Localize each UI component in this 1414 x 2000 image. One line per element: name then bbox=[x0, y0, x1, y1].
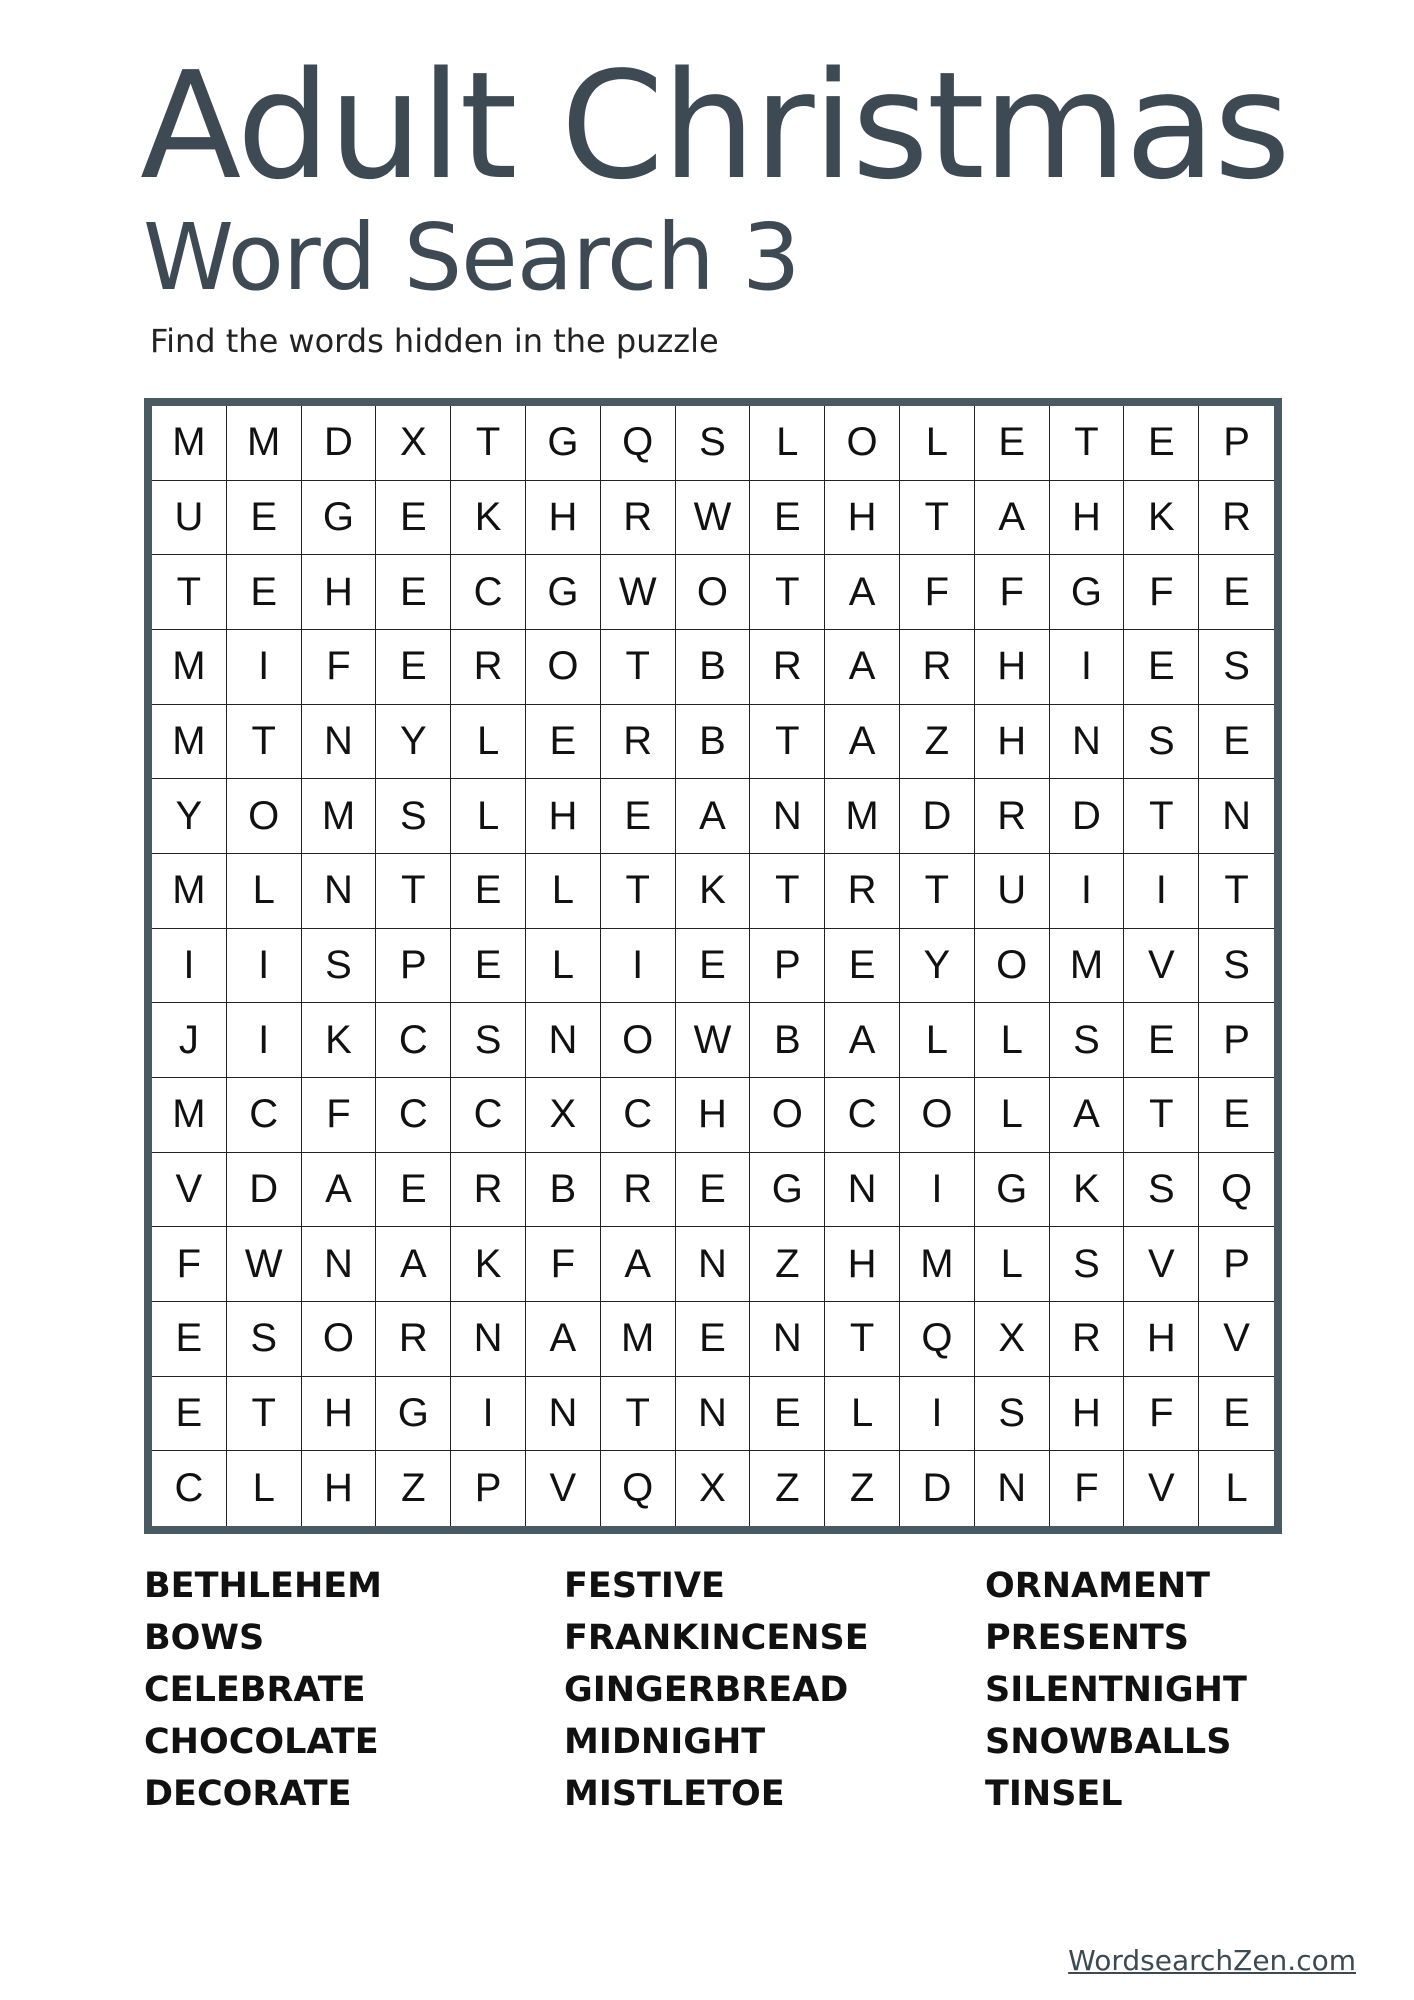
grid-cell[interactable]: G bbox=[750, 1153, 825, 1228]
grid-cell[interactable]: B bbox=[750, 1003, 825, 1078]
grid-cell[interactable]: I bbox=[900, 1153, 975, 1228]
word-list-item: CELEBRATE bbox=[144, 1670, 366, 1710]
grid-cell[interactable]: K bbox=[451, 481, 526, 556]
grid-cell[interactable]: U bbox=[152, 481, 227, 556]
grid-cell[interactable]: O bbox=[750, 1078, 825, 1153]
grid-cell[interactable]: S bbox=[451, 1003, 526, 1078]
grid-cell[interactable]: S bbox=[376, 779, 451, 854]
grid-cell[interactable]: K bbox=[1050, 1153, 1125, 1228]
grid-cell[interactable]: N bbox=[825, 1153, 900, 1228]
grid-cell[interactable]: H bbox=[1050, 1377, 1125, 1452]
grid-cell[interactable]: Z bbox=[900, 705, 975, 780]
grid-cell[interactable]: S bbox=[302, 929, 377, 1004]
grid-cell[interactable]: X bbox=[376, 406, 451, 481]
grid-cell[interactable]: X bbox=[676, 1451, 751, 1526]
word-list-item: TINSEL bbox=[985, 1774, 1123, 1814]
grid-cell[interactable]: I bbox=[900, 1377, 975, 1452]
grid-cell[interactable]: T bbox=[1050, 406, 1125, 481]
grid-cell[interactable]: S bbox=[1199, 929, 1274, 1004]
grid-cell[interactable]: S bbox=[975, 1377, 1050, 1452]
grid-cell[interactable]: G bbox=[302, 481, 377, 556]
grid-cell[interactable]: I bbox=[601, 929, 676, 1004]
word-list-item: GINGERBREAD bbox=[564, 1670, 849, 1710]
grid-cell[interactable]: E bbox=[152, 1302, 227, 1377]
grid-cell[interactable]: T bbox=[1124, 1078, 1199, 1153]
grid-cell[interactable]: W bbox=[676, 1003, 751, 1078]
grid-cell[interactable]: N bbox=[1199, 779, 1274, 854]
grid-cell[interactable]: F bbox=[900, 555, 975, 630]
word-list-item: BOWS bbox=[144, 1618, 265, 1658]
grid-cell[interactable]: R bbox=[601, 481, 676, 556]
grid-cell[interactable]: R bbox=[451, 630, 526, 705]
grid-cell[interactable]: N bbox=[676, 1377, 751, 1452]
page-subtitle: Word Search 3 bbox=[143, 204, 800, 311]
grid-cell[interactable]: M bbox=[601, 1302, 676, 1377]
grid-cell[interactable]: B bbox=[526, 1153, 601, 1228]
grid-cell[interactable]: F bbox=[1124, 1377, 1199, 1452]
grid-cell[interactable]: N bbox=[1050, 705, 1125, 780]
grid-cell[interactable]: M bbox=[1050, 929, 1125, 1004]
grid-cell[interactable]: E bbox=[601, 779, 676, 854]
grid-cell[interactable]: H bbox=[676, 1078, 751, 1153]
grid-cell[interactable]: E bbox=[1199, 705, 1274, 780]
grid-cell[interactable]: T bbox=[900, 481, 975, 556]
grid-cell[interactable]: P bbox=[376, 929, 451, 1004]
grid-cell[interactable]: L bbox=[451, 705, 526, 780]
grid-cell[interactable]: G bbox=[1050, 555, 1125, 630]
grid-cell[interactable]: E bbox=[676, 929, 751, 1004]
grid-cell[interactable]: N bbox=[451, 1302, 526, 1377]
grid-cell[interactable]: C bbox=[451, 1078, 526, 1153]
grid-cell[interactable]: E bbox=[376, 1153, 451, 1228]
grid-cell[interactable]: K bbox=[302, 1003, 377, 1078]
grid-cell[interactable]: E bbox=[152, 1377, 227, 1452]
grid-cell[interactable]: H bbox=[1050, 481, 1125, 556]
grid-cell[interactable]: C bbox=[227, 1078, 302, 1153]
grid-cell[interactable]: I bbox=[227, 630, 302, 705]
grid-cell[interactable]: X bbox=[526, 1078, 601, 1153]
grid-cell[interactable]: V bbox=[152, 1153, 227, 1228]
grid-cell[interactable]: O bbox=[676, 555, 751, 630]
grid-cell[interactable]: S bbox=[1199, 630, 1274, 705]
grid-cell[interactable]: W bbox=[601, 555, 676, 630]
grid-cell[interactable]: L bbox=[451, 779, 526, 854]
grid-cell[interactable]: M bbox=[152, 1078, 227, 1153]
grid-cell[interactable]: M bbox=[227, 406, 302, 481]
grid-cell[interactable]: H bbox=[1124, 1302, 1199, 1377]
grid-cell[interactable]: T bbox=[601, 854, 676, 929]
grid-cell[interactable]: R bbox=[601, 1153, 676, 1228]
grid-cell[interactable]: F bbox=[302, 1078, 377, 1153]
grid-cell[interactable]: G bbox=[526, 555, 601, 630]
grid-cell[interactable]: E bbox=[825, 929, 900, 1004]
grid-cell[interactable]: R bbox=[601, 705, 676, 780]
grid-cell[interactable]: L bbox=[526, 929, 601, 1004]
instructions: Find the words hidden in the puzzle bbox=[150, 322, 719, 360]
word-list-item: FESTIVE bbox=[564, 1566, 725, 1606]
word-list-item: PRESENTS bbox=[985, 1618, 1190, 1658]
grid-cell[interactable]: E bbox=[1124, 630, 1199, 705]
grid-cell[interactable]: I bbox=[227, 929, 302, 1004]
grid-cell[interactable]: R bbox=[900, 630, 975, 705]
grid-cell[interactable]: E bbox=[750, 1377, 825, 1452]
grid-cell[interactable]: A bbox=[376, 1227, 451, 1302]
grid-cell[interactable]: S bbox=[1124, 705, 1199, 780]
grid-cell[interactable]: E bbox=[376, 481, 451, 556]
grid-cell[interactable]: E bbox=[227, 555, 302, 630]
grid-cell[interactable]: I bbox=[152, 929, 227, 1004]
grid-cell[interactable]: K bbox=[451, 1227, 526, 1302]
grid-cell[interactable]: X bbox=[975, 1302, 1050, 1377]
grid-cell[interactable]: Y bbox=[900, 929, 975, 1004]
grid-cell[interactable]: C bbox=[601, 1078, 676, 1153]
grid-cell[interactable]: N bbox=[526, 1377, 601, 1452]
grid-cell[interactable]: H bbox=[302, 1377, 377, 1452]
grid-cell[interactable]: O bbox=[601, 1003, 676, 1078]
grid-cell[interactable]: Z bbox=[376, 1451, 451, 1526]
grid-cell[interactable]: M bbox=[152, 854, 227, 929]
grid-cell[interactable]: Q bbox=[601, 1451, 676, 1526]
grid-cell[interactable]: E bbox=[451, 854, 526, 929]
word-list-item: FRANKINCENSE bbox=[564, 1618, 869, 1658]
grid-cell[interactable]: E bbox=[1199, 555, 1274, 630]
grid-cell[interactable]: R bbox=[975, 779, 1050, 854]
grid-cell[interactable]: N bbox=[750, 779, 825, 854]
grid-cell[interactable]: M bbox=[900, 1227, 975, 1302]
word-list-item: CHOCOLATE bbox=[144, 1722, 379, 1762]
grid-cell[interactable]: H bbox=[302, 555, 377, 630]
grid-cell[interactable]: D bbox=[227, 1153, 302, 1228]
grid-cell[interactable]: L bbox=[1225, 1466, 1248, 1511]
grid-cell[interactable]: T bbox=[825, 1302, 900, 1377]
grid-cell[interactable]: T bbox=[152, 555, 227, 630]
grid-cell[interactable]: A bbox=[526, 1302, 601, 1377]
grid-cell[interactable]: Z bbox=[750, 1227, 825, 1302]
grid-cell[interactable]: W bbox=[227, 1227, 302, 1302]
grid-cell[interactable]: T bbox=[451, 406, 526, 481]
grid-cell[interactable]: A bbox=[825, 630, 900, 705]
grid-cell[interactable]: B bbox=[676, 630, 751, 705]
grid-cell[interactable]: E bbox=[376, 555, 451, 630]
grid-cell[interactable]: A bbox=[601, 1227, 676, 1302]
grid-cell[interactable]: Q bbox=[1199, 1153, 1274, 1228]
grid-cell[interactable]: A bbox=[975, 481, 1050, 556]
grid-cell[interactable]: L bbox=[975, 1003, 1050, 1078]
grid-cell[interactable]: T bbox=[227, 1377, 302, 1452]
grid-cell[interactable]: E bbox=[1199, 1377, 1274, 1452]
word-list-item: DECORATE bbox=[144, 1774, 352, 1814]
grid-cell[interactable]: E bbox=[1124, 1003, 1199, 1078]
grid-cell[interactable]: T bbox=[750, 705, 825, 780]
grid-cell[interactable]: S bbox=[1050, 1227, 1125, 1302]
grid-cell[interactable]: C bbox=[825, 1078, 900, 1153]
grid-cell[interactable]: E bbox=[676, 1153, 751, 1228]
grid-cell[interactable]: P bbox=[1199, 406, 1274, 481]
word-list-item: MISTLETOE bbox=[564, 1774, 785, 1814]
word-list-item: SNOWBALLS bbox=[985, 1722, 1232, 1762]
grid-cell[interactable]: F bbox=[526, 1227, 601, 1302]
grid-cell[interactable]: N bbox=[302, 854, 377, 929]
grid-cell[interactable]: U bbox=[975, 854, 1050, 929]
grid-cell[interactable]: V bbox=[526, 1451, 601, 1526]
word-list-item: MIDNIGHT bbox=[564, 1722, 766, 1762]
grid-cell[interactable]: N bbox=[302, 1227, 377, 1302]
grid-cell[interactable]: A bbox=[676, 779, 751, 854]
grid-cell[interactable]: G bbox=[975, 1153, 1050, 1228]
grid-cell[interactable]: Q bbox=[601, 406, 676, 481]
grid-cell[interactable]: P bbox=[451, 1451, 526, 1526]
grid-cell[interactable]: O bbox=[227, 779, 302, 854]
grid-cell[interactable]: B bbox=[676, 705, 751, 780]
grid-cell[interactable]: P bbox=[1199, 1227, 1274, 1302]
grid-cell[interactable]: L bbox=[227, 854, 302, 929]
grid-cell[interactable]: K bbox=[676, 854, 751, 929]
grid-cell[interactable]: E bbox=[526, 705, 601, 780]
grid-cell[interactable]: A bbox=[825, 1003, 900, 1078]
grid-cell[interactable]: H bbox=[825, 1227, 900, 1302]
grid-cell[interactable]: R bbox=[376, 1302, 451, 1377]
grid-cell[interactable]: J bbox=[152, 1003, 227, 1078]
word-list-item: BETHLEHEM bbox=[144, 1566, 382, 1606]
grid-cell[interactable]: E bbox=[451, 929, 526, 1004]
grid-cell[interactable]: F bbox=[302, 630, 377, 705]
grid-cell[interactable]: K bbox=[1124, 481, 1199, 556]
grid-cell[interactable]: G bbox=[376, 1377, 451, 1452]
grid-cell[interactable]: Y bbox=[376, 705, 451, 780]
grid-cell[interactable]: D bbox=[1050, 779, 1125, 854]
grid-cell[interactable]: N bbox=[526, 1003, 601, 1078]
grid-cell[interactable]: H bbox=[975, 705, 1050, 780]
grid-cell[interactable]: L bbox=[526, 854, 601, 929]
grid-cell[interactable]: I bbox=[451, 1377, 526, 1452]
grid-cell[interactable]: H bbox=[825, 481, 900, 556]
grid-cell[interactable]: C bbox=[376, 1078, 451, 1153]
grid-cell[interactable]: M bbox=[152, 406, 227, 481]
grid-cell[interactable]: E bbox=[975, 406, 1050, 481]
grid-cell[interactable]: A bbox=[302, 1153, 377, 1228]
grid-cell[interactable]: Z bbox=[750, 1451, 825, 1526]
grid-cell[interactable]: A bbox=[825, 555, 900, 630]
grid-cell[interactable]: D bbox=[302, 406, 377, 481]
word-list-item: ORNAMENT bbox=[985, 1566, 1210, 1606]
grid-cell[interactable]: D bbox=[900, 1451, 975, 1526]
grid-cell[interactable]: L bbox=[900, 1003, 975, 1078]
grid-cell[interactable]: O bbox=[825, 406, 900, 481]
grid-cell[interactable]: O bbox=[302, 1302, 377, 1377]
grid-cell[interactable]: O bbox=[975, 929, 1050, 1004]
grid-cell[interactable]: H bbox=[302, 1451, 377, 1526]
grid-cell[interactable]: T bbox=[227, 705, 302, 780]
grid-cell[interactable]: E bbox=[750, 481, 825, 556]
grid-cell[interactable]: R bbox=[750, 630, 825, 705]
grid-cell[interactable]: H bbox=[526, 779, 601, 854]
grid-cell[interactable]: H bbox=[526, 481, 601, 556]
word-list-item: SILENTNIGHT bbox=[985, 1670, 1247, 1710]
grid-cell[interactable]: I bbox=[1050, 630, 1125, 705]
grid-cell[interactable]: C bbox=[451, 555, 526, 630]
grid-cell[interactable]: Y bbox=[152, 779, 227, 854]
grid-cell[interactable]: F bbox=[152, 1227, 227, 1302]
grid-cell[interactable]: M bbox=[825, 779, 900, 854]
grid-cell[interactable]: D bbox=[900, 779, 975, 854]
grid-cell[interactable]: S bbox=[676, 406, 751, 481]
grid-cell[interactable]: L bbox=[750, 406, 825, 481]
grid-cell[interactable]: L bbox=[825, 1377, 900, 1452]
grid-cell[interactable]: F bbox=[1050, 1451, 1125, 1526]
grid-cell[interactable]: M bbox=[152, 705, 227, 780]
grid-cell[interactable]: I bbox=[227, 1003, 302, 1078]
grid-cell[interactable]: R bbox=[825, 854, 900, 929]
grid-cell[interactable]: R bbox=[1199, 481, 1274, 556]
grid-cell[interactable]: T bbox=[900, 854, 975, 929]
grid-cell[interactable]: E bbox=[676, 1302, 751, 1377]
grid-cell[interactable]: L bbox=[975, 1078, 1050, 1153]
grid-cell[interactable]: P bbox=[1199, 1003, 1274, 1078]
word-search-grid bbox=[144, 398, 1282, 1534]
grid-cell[interactable]: T bbox=[750, 854, 825, 929]
grid-cell[interactable]: V bbox=[1199, 1302, 1274, 1377]
grid-cell[interactable]: I bbox=[1124, 854, 1199, 929]
grid-cell[interactable]: T bbox=[1124, 779, 1199, 854]
grid-cell[interactable]: E bbox=[1199, 1078, 1274, 1153]
grid-cell[interactable]: L bbox=[975, 1227, 1050, 1302]
grid-cell[interactable]: T bbox=[376, 854, 451, 929]
grid-cell[interactable]: W bbox=[676, 481, 751, 556]
grid-cell[interactable]: N bbox=[676, 1227, 751, 1302]
grid-cell[interactable]: T bbox=[601, 1377, 676, 1452]
grid-cell[interactable]: C bbox=[152, 1451, 227, 1526]
grid-cell[interactable]: H bbox=[975, 630, 1050, 705]
word-list bbox=[144, 1560, 1344, 1820]
grid-cell[interactable]: R bbox=[1050, 1302, 1125, 1377]
grid-cell[interactable]: Q bbox=[900, 1302, 975, 1377]
grid-cell[interactable]: E bbox=[376, 630, 451, 705]
grid-cell[interactable]: R bbox=[451, 1153, 526, 1228]
grid-cell[interactable]: N bbox=[975, 1451, 1050, 1526]
grid-cell[interactable]: S bbox=[227, 1302, 302, 1377]
grid-cell[interactable]: L bbox=[227, 1451, 302, 1526]
grid-cell[interactable]: A bbox=[825, 705, 900, 780]
grid-cell[interactable]: N bbox=[302, 705, 377, 780]
grid-cell[interactable]: G bbox=[526, 406, 601, 481]
grid-cell[interactable]: T bbox=[750, 555, 825, 630]
grid-cell[interactable]: L bbox=[900, 406, 975, 481]
grid-cell[interactable]: E bbox=[227, 481, 302, 556]
grid-cell[interactable]: N bbox=[750, 1302, 825, 1377]
grid-cell[interactable]: P bbox=[750, 929, 825, 1004]
grid-cell[interactable]: V bbox=[1124, 1451, 1199, 1526]
grid-cell[interactable]: O bbox=[526, 630, 601, 705]
grid-cell[interactable]: A bbox=[1050, 1078, 1125, 1153]
grid-cell[interactable]: T bbox=[601, 630, 676, 705]
grid-cell[interactable]: V bbox=[1124, 1227, 1199, 1302]
grid-cell[interactable]: S bbox=[1124, 1153, 1199, 1228]
grid-cell[interactable]: C bbox=[376, 1003, 451, 1078]
grid-cell[interactable]: T bbox=[1199, 854, 1274, 929]
grid-cell[interactable]: F bbox=[975, 555, 1050, 630]
grid-cell[interactable]: Z bbox=[825, 1451, 900, 1526]
grid-cell[interactable]: S bbox=[1050, 1003, 1125, 1078]
grid-cell[interactable]: M bbox=[302, 779, 377, 854]
grid-cell[interactable]: F bbox=[1124, 555, 1199, 630]
grid-cell[interactable]: O bbox=[900, 1078, 975, 1153]
grid-cell[interactable]: I bbox=[1050, 854, 1125, 929]
grid-cell[interactable]: V bbox=[1124, 929, 1199, 1004]
site-link[interactable]: WordsearchZen.com bbox=[1068, 1944, 1356, 1977]
grid-cell[interactable]: M bbox=[152, 630, 227, 705]
grid-cell[interactable]: E bbox=[1124, 406, 1199, 481]
page-title: Adult Christmas bbox=[140, 40, 1289, 212]
